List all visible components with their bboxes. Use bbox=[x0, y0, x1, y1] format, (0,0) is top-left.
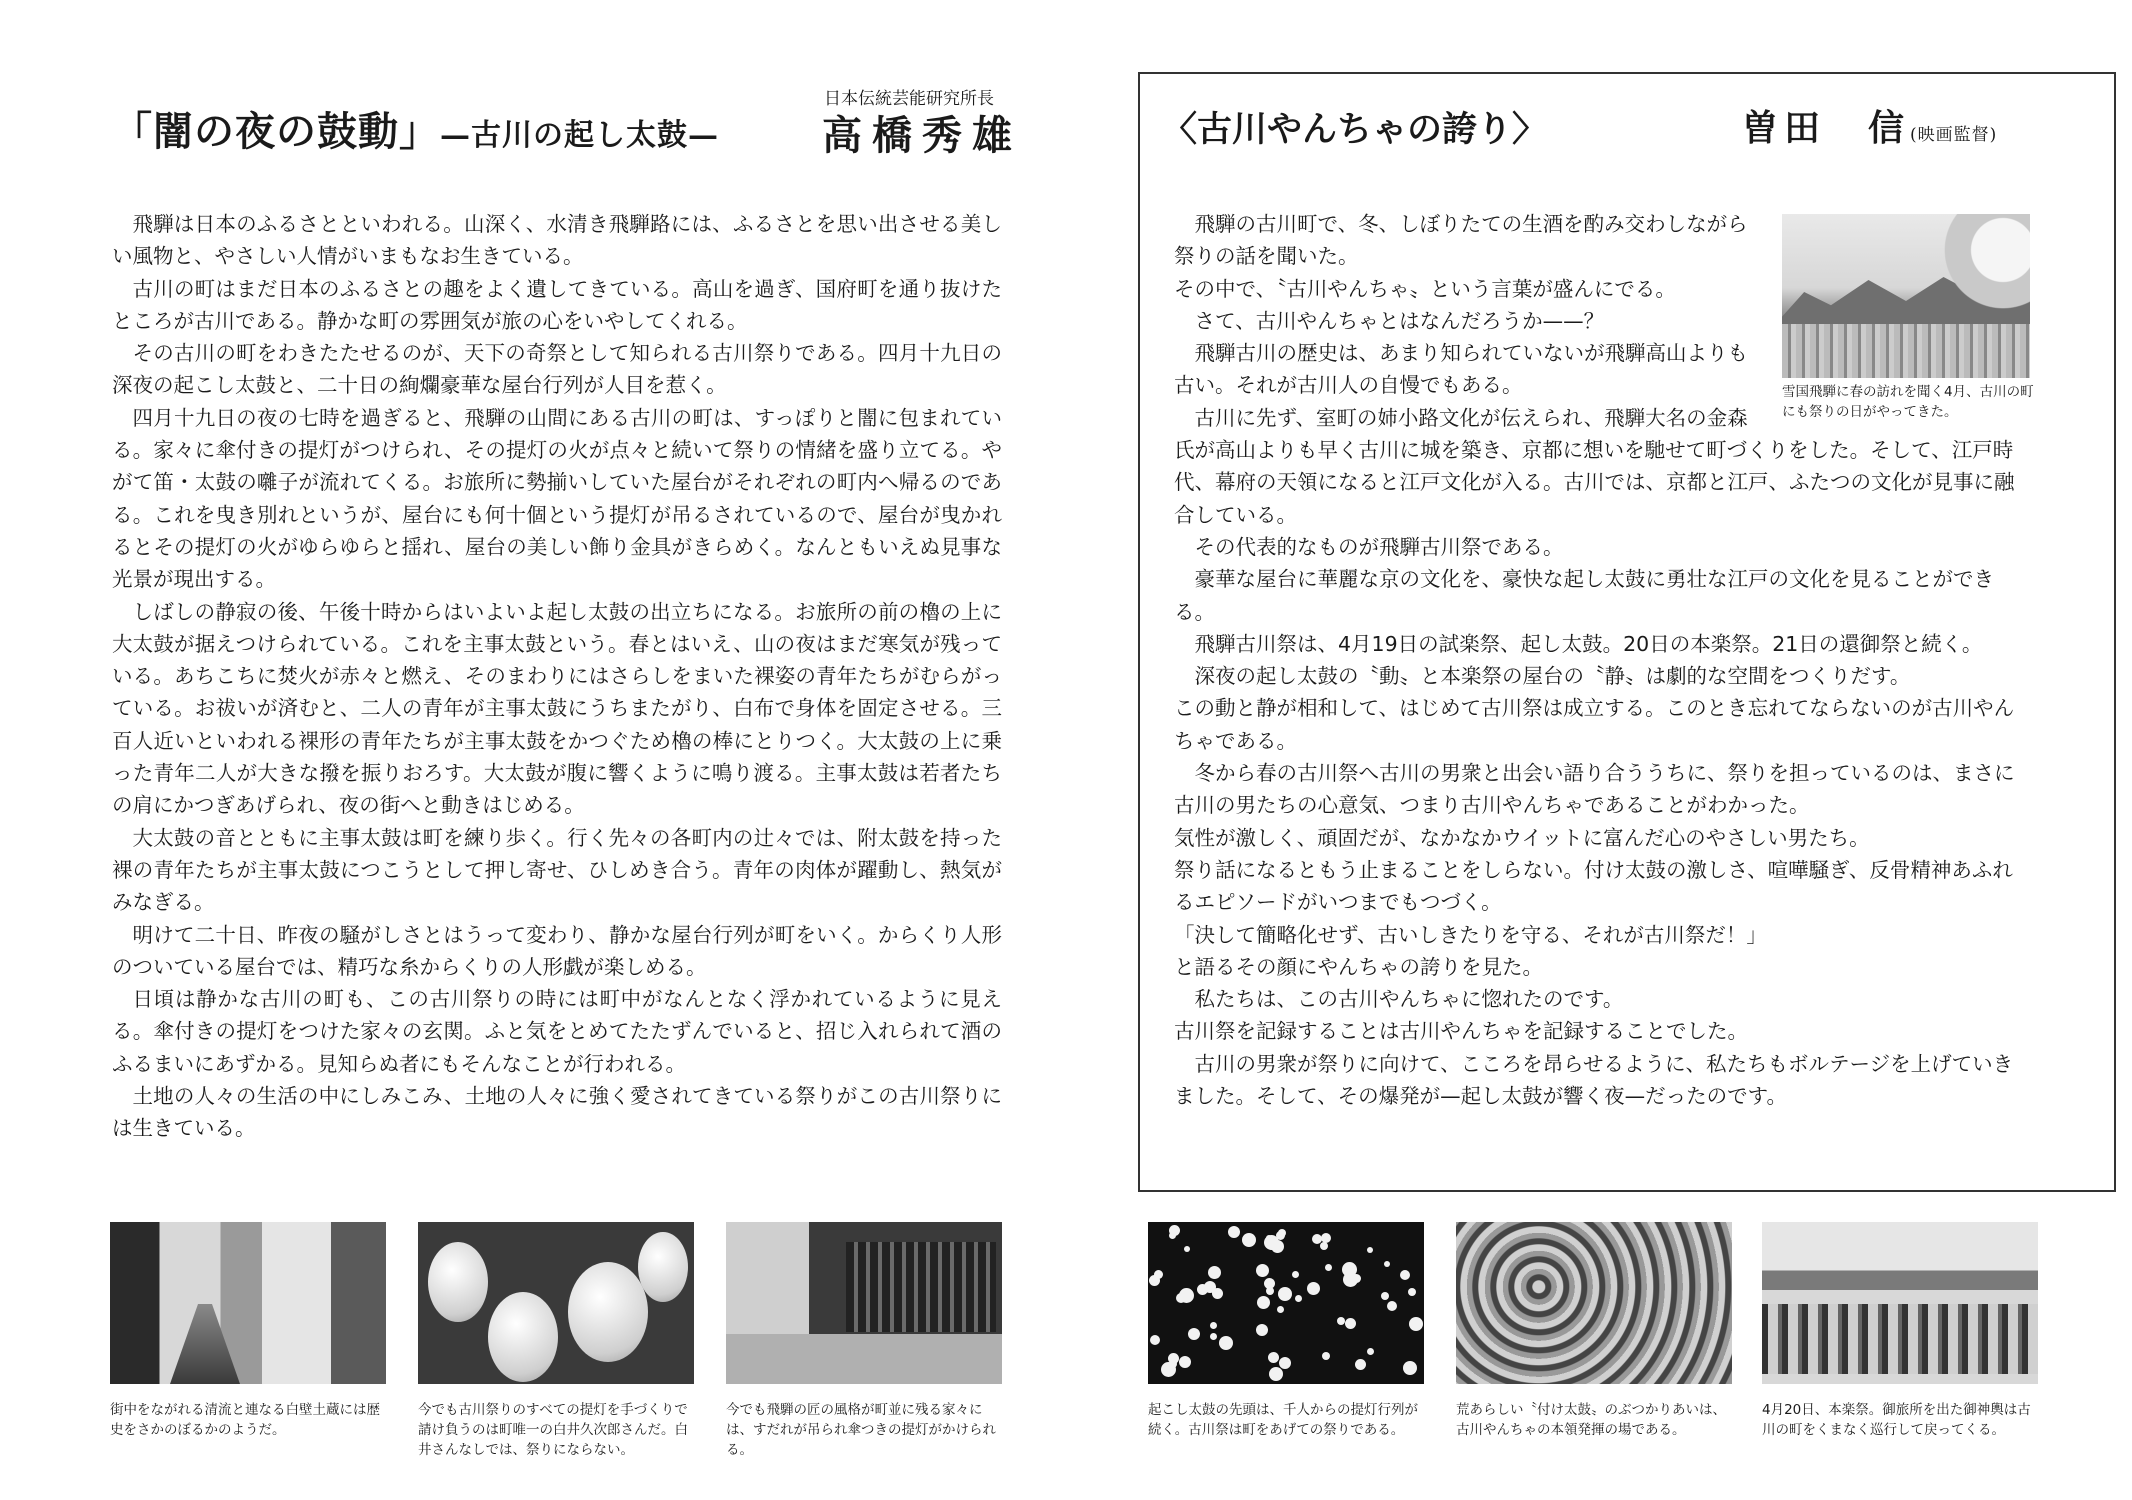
lantern-light bbox=[1367, 1348, 1374, 1355]
right-paragraph: 古川祭を記録することは古川やんちゃを記録することでした。 bbox=[1174, 1019, 1748, 1044]
left-paragraph: 四月十九日の夜の七時を過ぎると、飛騨の山間にある古川の町は、すっぽりと闇に包まれている。家々に傘付きの提灯がつけられ、その提灯の火が点々と続いて祭りの情緒を盛り立てる。やがて笛・太鼓の囃子が流れてくる。お旅所に勢揃いしていた屋台がそれぞれの町内へ帰るのである。これを曳き別れというが、屋台にも何十個という提灯が吊るされているので、屋台が曳かれるとその提灯の火がゆらゆらと揺れ、屋台の美しい飾り金具がきらめく。なんともいえぬ見事な光景が現出する。 bbox=[112, 405, 1002, 592]
left-author-name: 高橋秀雄 bbox=[822, 112, 1022, 159]
right-paragraph: 祭り話になるともう止まることをしらない。付け太鼓の激しさ、喧嘩騒ぎ、反骨精神あふれるエピソードがいつまでもつづく。 bbox=[1174, 857, 2013, 915]
lantern-light bbox=[1387, 1301, 1397, 1311]
photo-caption: 今でも飛騨の匠の風格が町並に残る家々には、すだれが吊られ傘つきの提灯がかけられる。 bbox=[726, 1402, 996, 1458]
lantern-light bbox=[1295, 1295, 1302, 1302]
photo-caption: 今でも古川祭りのすべての提灯を手づくりで請け負うのは町唯一の白井久次郎さんだ。白井さんなしでは、祭りにならない。 bbox=[418, 1402, 688, 1458]
left-paragraph: 飛騨は日本のふるさとといわれる。山深く、水清き飛騨路には、ふるさとを思い出させる美しい風物と、やさしい人情がいまもなお生きている。 bbox=[112, 212, 1002, 269]
right-page bbox=[1066, 0, 2132, 1500]
lantern-light bbox=[1277, 1306, 1284, 1313]
lantern-light bbox=[1408, 1288, 1416, 1296]
lantern-light bbox=[1149, 1275, 1160, 1286]
right-author bbox=[1742, 100, 1997, 151]
lantern-light bbox=[1264, 1278, 1275, 1289]
left-paragraph: しばしの静寂の後、午後十時からはいよいよ起し太鼓の出立ちになる。お旅所の前の櫓の上に大太鼓が据えつけられている。これを主事太鼓という。春とはいえ、山の夜はまだ寒気が残っている。あちこちに焚火が赤々と燃え、そのまわりにはさらしをまいた裸姿の青年たちがむらがっている。お祓いが済むと、二人の青年が主事太鼓にうちまたがり、白布で身体を固定させる。三百人近いといわれる裸形の青年たちが主事太鼓をかつぐため櫓の棒にとりつく。大太鼓の上に乗った青年二人が大きな撥を振りおろす。大太鼓が腹に響くように鳴り渡る。主事太鼓は若者たちの肩にかつぎあげられ、夜の街へと動きはじめる。 bbox=[112, 599, 1002, 818]
left-title-main: 「闇の夜の鼓動」 bbox=[112, 108, 440, 155]
lantern-light bbox=[1256, 1324, 1268, 1336]
right-paragraph: 飛騨古川祭は、4月19日の試楽祭、起し太鼓。20日の本楽祭。21日の還御祭と続く。 bbox=[1194, 631, 1983, 656]
lantern-light bbox=[1242, 1233, 1256, 1247]
right-paragraph: と語るその顔にやんちゃの誇りを見た。 bbox=[1174, 954, 1543, 979]
lantern-light bbox=[1320, 1242, 1328, 1250]
left-paragraph: 明けて二十日、昨夜の騒がしさとはうって変わり、静かな屋台行列が町をいく。からくり人形のついている屋台では、精巧な糸からくりの人形戯が楽しめる。 bbox=[112, 922, 1002, 979]
photo-caption: 荒あらしい〝付け太鼓〟のぶつかりあいは、古川やんちゃの本領発揮の場である。 bbox=[1456, 1402, 1726, 1438]
lantern-light bbox=[1409, 1317, 1423, 1331]
lantern-light bbox=[1256, 1264, 1269, 1277]
canal-photo bbox=[110, 1222, 386, 1384]
lantern-light bbox=[1169, 1360, 1177, 1368]
lantern-light bbox=[1169, 1232, 1176, 1239]
right-paragraph: その代表的なものが飛騨古川祭である。 bbox=[1194, 534, 1564, 559]
right-article-body bbox=[1174, 208, 2026, 1112]
right-paragraph: 深夜の起し太鼓の〝動〟と本楽祭の屋台の〝静〟は劇的な空間をつくりだす。 bbox=[1194, 664, 1911, 689]
lantern-light bbox=[1384, 1261, 1390, 1267]
lantern-shape bbox=[638, 1232, 688, 1302]
left-article-body bbox=[112, 208, 1002, 1145]
right-paragraph: 古川の男衆が祭りに向けて、こころを昂らせるように、私たちもボルテージを上げていきました。そして、その爆発が—起し太鼓が響く夜—だったのです。 bbox=[1174, 1051, 2014, 1109]
left-article-title bbox=[112, 100, 719, 157]
lantern-light bbox=[1337, 1317, 1345, 1325]
lantern-light bbox=[1176, 1293, 1186, 1303]
left-paragraph: その古川の町をわきたたせるのが、天下の奇祭として知られる古川祭りである。四月十九日の深夜の起こし太鼓と、二十日の絢爛豪華な屋台行列が人目を惹く。 bbox=[112, 341, 1002, 398]
right-paragraph: 飛騨の古川町で、冬、しぼりたての生酒を酌み交わしながら祭りの話を聞いた。 bbox=[1174, 212, 1748, 269]
lantern-light bbox=[1228, 1226, 1240, 1238]
photo-caption: 街中をながれる清流と連なる白壁土蔵には歴史をさかのぼるかのようだ。 bbox=[110, 1402, 380, 1438]
right-paragraph: さて、古川やんちゃとはなんだろうか——？ bbox=[1194, 308, 1605, 333]
lantern-light bbox=[1210, 1333, 1217, 1340]
right-paragraph: 豪華な屋台に華麗な京の文化を、豪快な起し太鼓に勇壮な江戸の文化を見ることができる。 bbox=[1174, 567, 1994, 624]
tsuke-daiko-crowd-photo bbox=[1456, 1222, 1732, 1384]
right-article-title: 〈古川やんちゃの誇り〉 bbox=[1162, 109, 1548, 150]
lantern-light bbox=[1343, 1272, 1358, 1287]
left-paragraph: 日頃は静かな古川の町も、この古川祭りの時には町中がなんとなく浮かれているように見える。傘付きの提灯をつけた家々の玄関。ふと気をとめてたたずんでいると、招じ入れられて酒のふるまいにあずかる。見知らぬ者にもそんなことが行われる。 bbox=[112, 987, 1002, 1076]
street-photo bbox=[726, 1222, 1002, 1384]
lantern-light bbox=[1403, 1361, 1417, 1375]
photo-caption: 4月20日、本楽祭。御旅所を出た御神輿は古川の町をくまなく巡行して戻ってくる。 bbox=[1762, 1402, 2031, 1438]
right-author-name: 曽田 信 bbox=[1742, 107, 1911, 149]
mikoshi-procession-photo bbox=[1762, 1222, 2038, 1384]
left-author-affiliation: 日本伝統芸能研究所長 bbox=[824, 89, 994, 109]
lantern-light bbox=[1271, 1240, 1284, 1253]
right-paragraph: 古川に先ず、室町の姉小路文化が伝えられ、飛騨大名の金森氏が高山よりも早く古川に城を築き、京都に想いを馳せて町づくりをした。そして、江戸時代、幕府の天領になると江戸文化が入る。古川では、京都と江戸、ふたつの文化が見事に融合している。 bbox=[1174, 405, 2015, 527]
lantern-light bbox=[1400, 1270, 1410, 1280]
lantern-light bbox=[1279, 1357, 1291, 1369]
lantern-light bbox=[1219, 1336, 1233, 1350]
right-paragraph: 冬から春の古川祭へ古川の男衆と出会い語り合ううちに、祭りを担っているのは、まさに古川の男たちの心意気、つまり古川やんちゃであることがわかった。 bbox=[1174, 761, 2015, 818]
night-lantern-procession-photo bbox=[1148, 1222, 1424, 1384]
lantern-light bbox=[1307, 1282, 1320, 1295]
left-title-subtitle: —古川の起し太鼓— bbox=[440, 118, 719, 153]
right-paragraph: 「決して簡略化せず、古いしきたりを守る、それが古川祭だ！」 bbox=[1174, 922, 1767, 947]
lantern-light bbox=[1150, 1335, 1160, 1345]
lantern-light bbox=[1204, 1281, 1216, 1293]
lantern-light bbox=[1381, 1292, 1389, 1300]
lantern-light bbox=[1269, 1367, 1283, 1381]
lantern-light bbox=[1179, 1356, 1191, 1368]
lantern-light bbox=[1276, 1231, 1285, 1240]
right-photo-caption: 雪国飛騨に春の訪れを聞く4月、古川の町にも祭りの日がやってきた。 bbox=[1782, 384, 2034, 420]
lantern-light bbox=[1210, 1322, 1217, 1329]
right-paragraph: この動と静が相和して、はじめて古川祭は成立する。このとき忘れてならないのが古川やんちゃである。 bbox=[1174, 696, 2015, 753]
lantern-light bbox=[1355, 1359, 1366, 1370]
lantern-light bbox=[1208, 1266, 1221, 1279]
left-paragraph: 古川の町はまだ日本のふるさとの趣をよく遺してきている。高山を過ぎ、国府町を通り抜けたところが古川である。静かな町の雰囲気が旅の心をいやしてくれる。 bbox=[112, 276, 1002, 333]
right-paragraph: その中で、〝古川やんちゃ〟という言葉が盛んにでる。 bbox=[1174, 276, 1676, 301]
lantern-shape bbox=[568, 1262, 648, 1362]
right-paragraph: 気性が激しく、頑固だが、なかなかウイットに富んだ心のやさしい男たち。 bbox=[1174, 825, 1870, 850]
lantern-light bbox=[1268, 1352, 1279, 1363]
lantern-light bbox=[1312, 1234, 1322, 1244]
right-author-role: (映画監督) bbox=[1910, 125, 1998, 145]
lantern-maker-photo bbox=[418, 1222, 694, 1384]
lantern-light bbox=[1322, 1352, 1330, 1360]
lantern-light bbox=[1184, 1246, 1190, 1252]
lantern-light bbox=[1188, 1328, 1200, 1340]
photo-caption: 起こし太鼓の先頭は、千人からの提灯行列が続く。古川祭は町をあげての祭りである。 bbox=[1148, 1402, 1418, 1438]
lantern-light bbox=[1257, 1296, 1270, 1309]
lantern-shape bbox=[428, 1242, 488, 1322]
right-paragraph: 私たちは、この古川やんちゃに惚れたのです。 bbox=[1194, 987, 1624, 1012]
photo-wrap-space bbox=[1758, 208, 2026, 422]
lantern-light bbox=[1325, 1264, 1332, 1271]
left-paragraph: 土地の人々の生活の中にしみこみ、土地の人々に強く愛されてきている祭りがこの古川祭りには生きている。 bbox=[112, 1084, 1002, 1141]
lantern-light bbox=[1292, 1271, 1299, 1278]
left-paragraph: 大太鼓の音とともに主事太鼓は町を練り歩く。行く先々の各町内の辻々では、附太鼓を持った裸の青年たちが主事太鼓につこうとして押し寄せ、ひしめき合う。青年の肉体が躍動し、熱気がみなぎる。 bbox=[112, 825, 1002, 915]
lantern-light bbox=[1278, 1287, 1292, 1301]
lantern-light bbox=[1367, 1247, 1373, 1253]
lantern-light bbox=[1345, 1318, 1356, 1329]
right-paragraph: 飛騨古川の歴史は、あまり知られていないが飛騨高山よりも古い。それが古川人の自慢でもある。 bbox=[1174, 341, 1748, 398]
lantern-shape bbox=[488, 1292, 558, 1382]
